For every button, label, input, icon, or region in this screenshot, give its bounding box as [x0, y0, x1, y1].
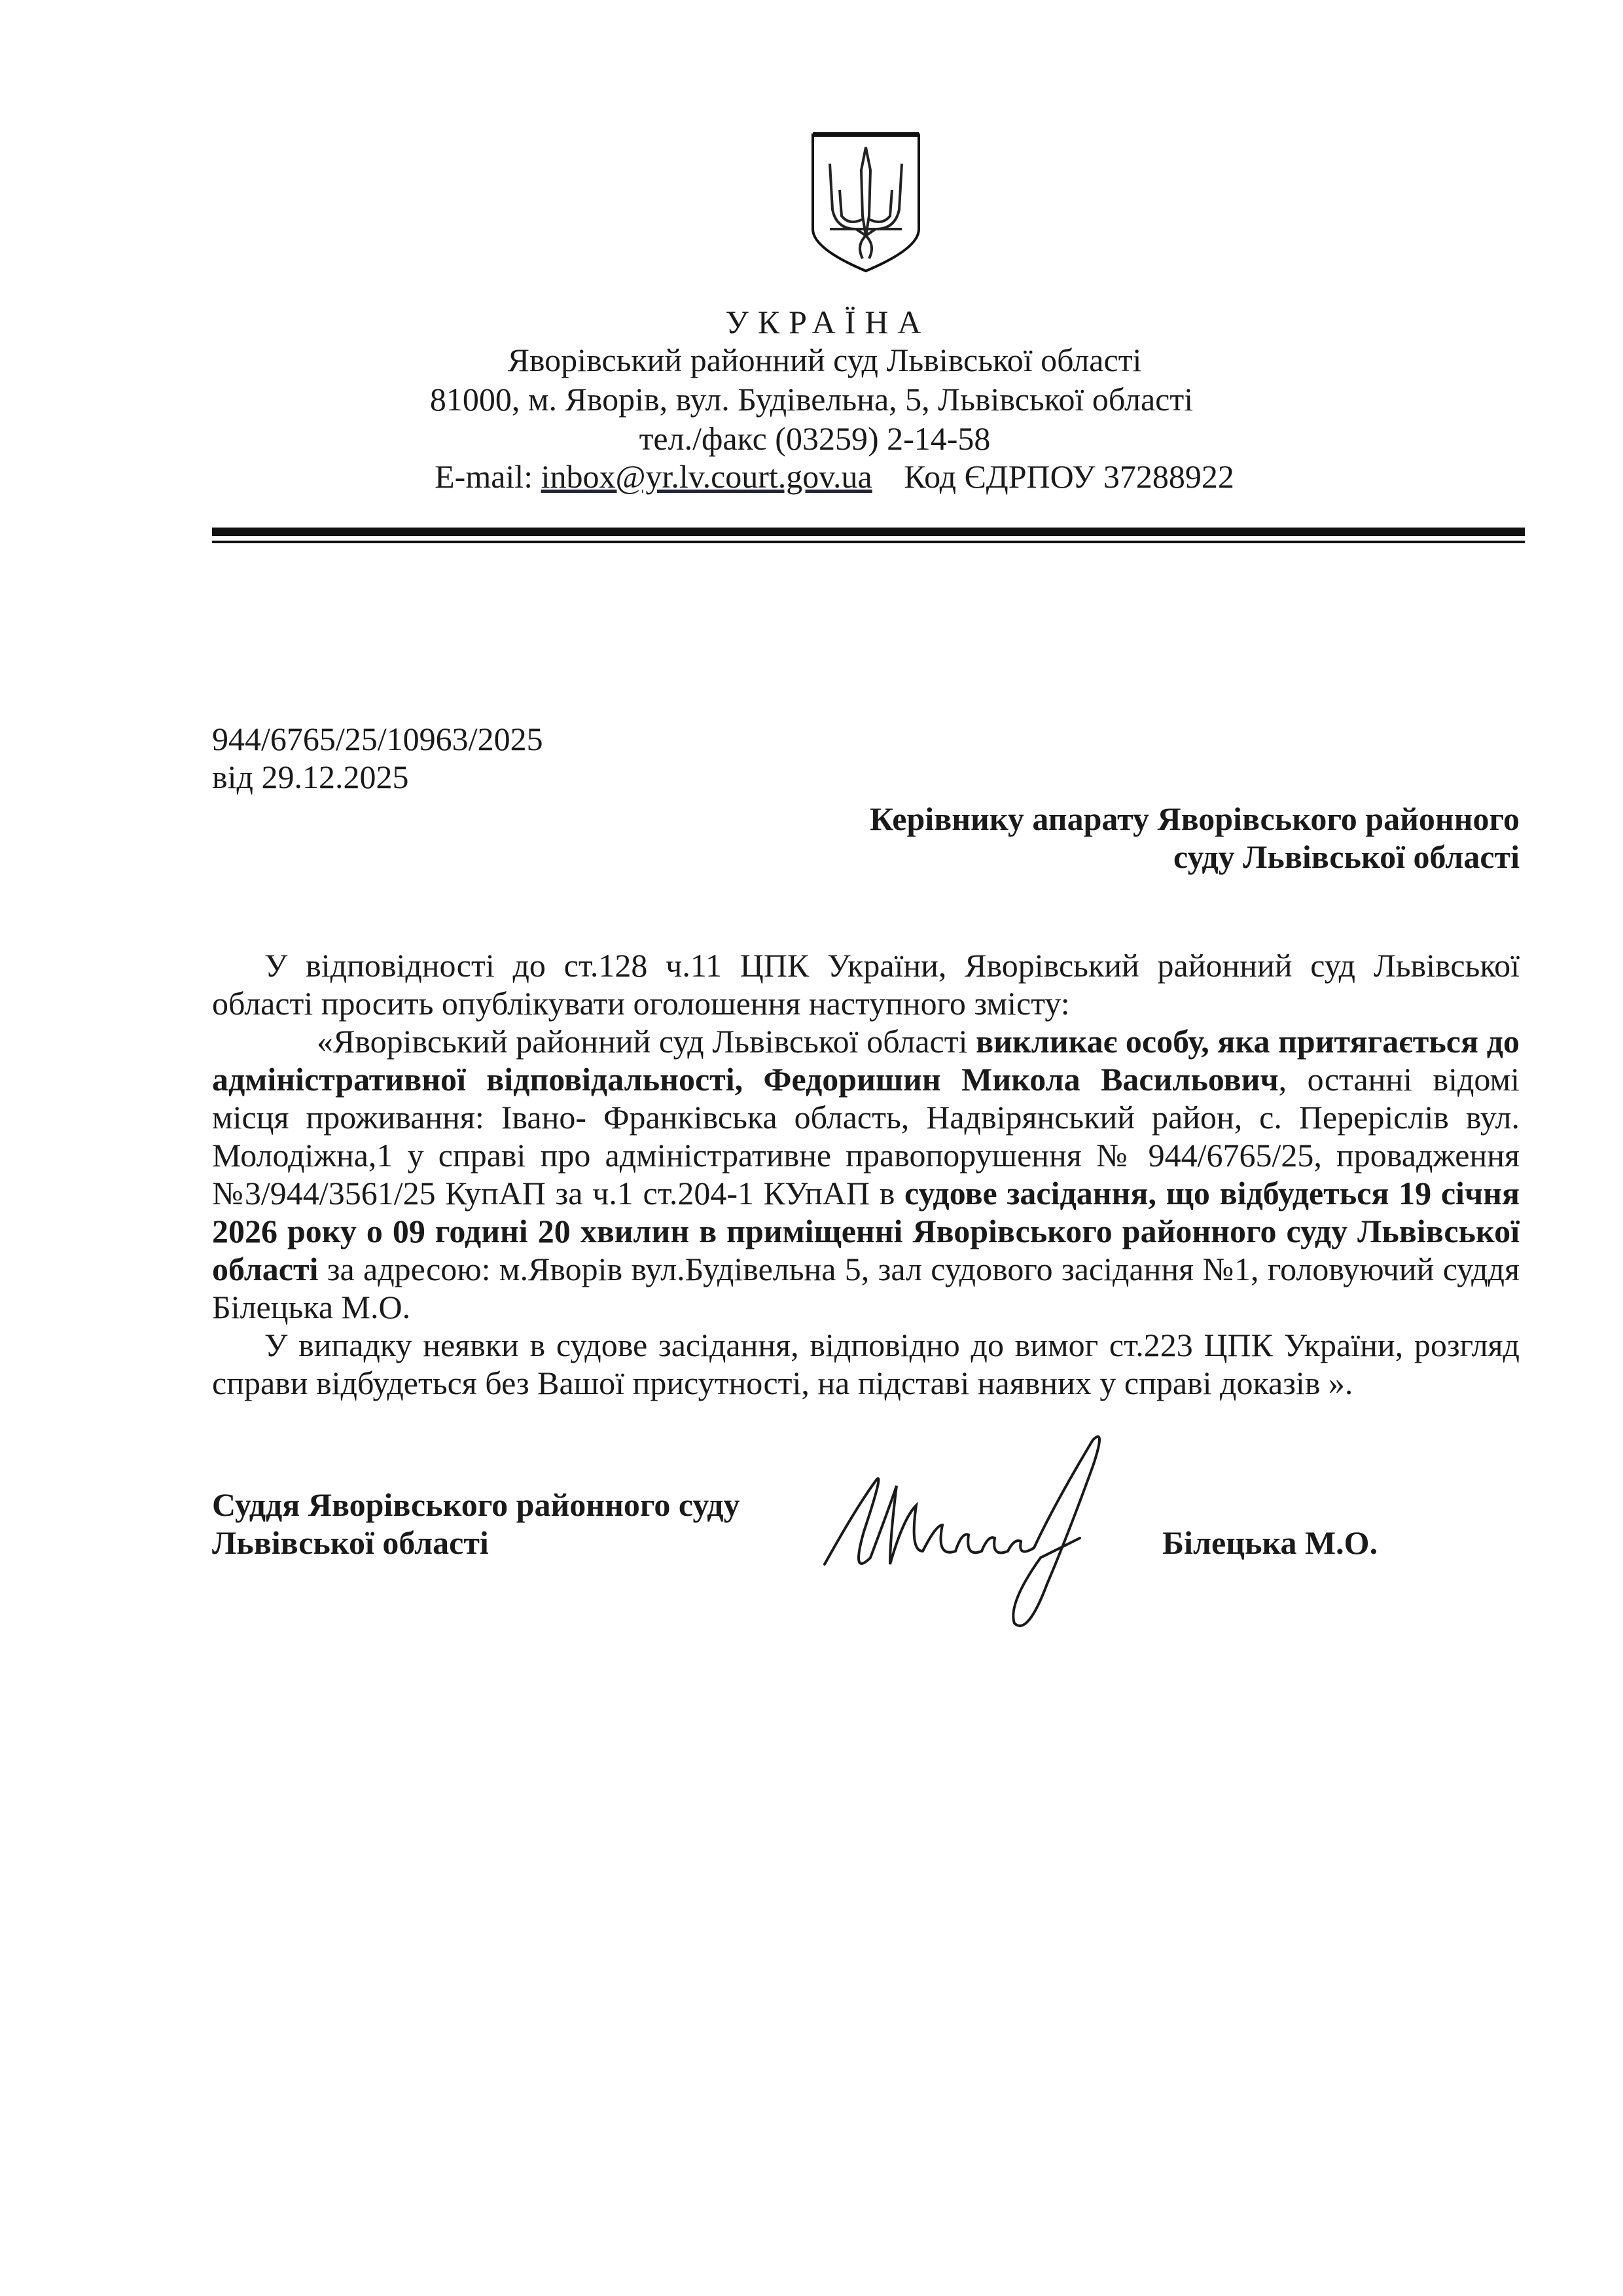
text-segment: , останні відомі місця проживання: Івано- Франківська область, Надвірянський район, с. Переріслів вул. Молодіжна,1 у справі про адміністративне правопорушення № 944/6765/25, провадження №3/944/3561/25 КупАП за ч.1 ст.204-1 КУпАП в — [212, 1061, 1520, 1211]
edrpou-code: Код ЄДРПОУ 37288922 — [904, 458, 1234, 495]
announcement-paragraph — [212, 1022, 1520, 1326]
body-paragraph: У відповідності до ст.128 ч.11 ЦПК України, Яворівський районний суд Львівської області просить опублікувати оголошення наступного змісту: — [212, 947, 1520, 1022]
court-phone: тел./факс (03259) 2-14-58 — [639, 420, 991, 457]
bold-segment: судове засідання, що відбудеться 19 січня 2026 року о 09 годині 20 хвилин в приміщенні Яворівського районного суду Львівської області — [212, 1175, 1520, 1287]
judge-title-line: Львівської області — [212, 1524, 489, 1561]
email-label: E-mail: — [435, 458, 533, 495]
reference-date: від 29.12.2025 — [212, 759, 409, 795]
court-name: Яворівський районний суд Львівської області — [507, 342, 1142, 378]
judge-title — [212, 1486, 740, 1562]
header-divider-thick — [212, 528, 1525, 536]
court-contacts — [0, 457, 1623, 496]
text-segment: за адресою: м.Яворів вул.Будівельна 5, зал судового засідання №1, головуючий суддя Білецька М.О. — [212, 1251, 1520, 1325]
court-address: 81000, м. Яворів, вул. Будівельна, 5, Львівської області — [429, 381, 1194, 418]
signature-image — [818, 1427, 1126, 1649]
header-divider-thin — [212, 541, 1525, 543]
addressee-line: Керівнику апарату Яворівського районного — [869, 800, 1520, 837]
text-segment: «Яворівський районний суд Львівської області — [317, 1023, 976, 1060]
judge-title-line: Суддя Яворівського районного суду — [212, 1486, 740, 1523]
body-paragraph: У випадку неявки в судове засідання, відповідно до вимог ст.223 ЦПК України, розгляд справи відбудеться без Вашої присутності, на підставі наявних у справі доказів ». — [212, 1327, 1520, 1401]
coat-of-arms-icon — [810, 131, 921, 274]
addressee — [785, 800, 1520, 876]
reference-number: 944/6765/25/10963/2025 — [212, 721, 543, 757]
country-name: УКРАЇНА — [725, 304, 931, 340]
addressee-line: суду Львівської області — [1173, 838, 1520, 875]
judge-name: Білецька М.О. — [1162, 1524, 1378, 1561]
email-link[interactable]: inbox@yr.lv.court.gov.ua — [541, 458, 872, 495]
bold-segment: викликає особу, яка притягається до адміністративної відповідальності, Федоришин Микола Васильович — [212, 1023, 1520, 1098]
letter-body — [212, 946, 1520, 1402]
